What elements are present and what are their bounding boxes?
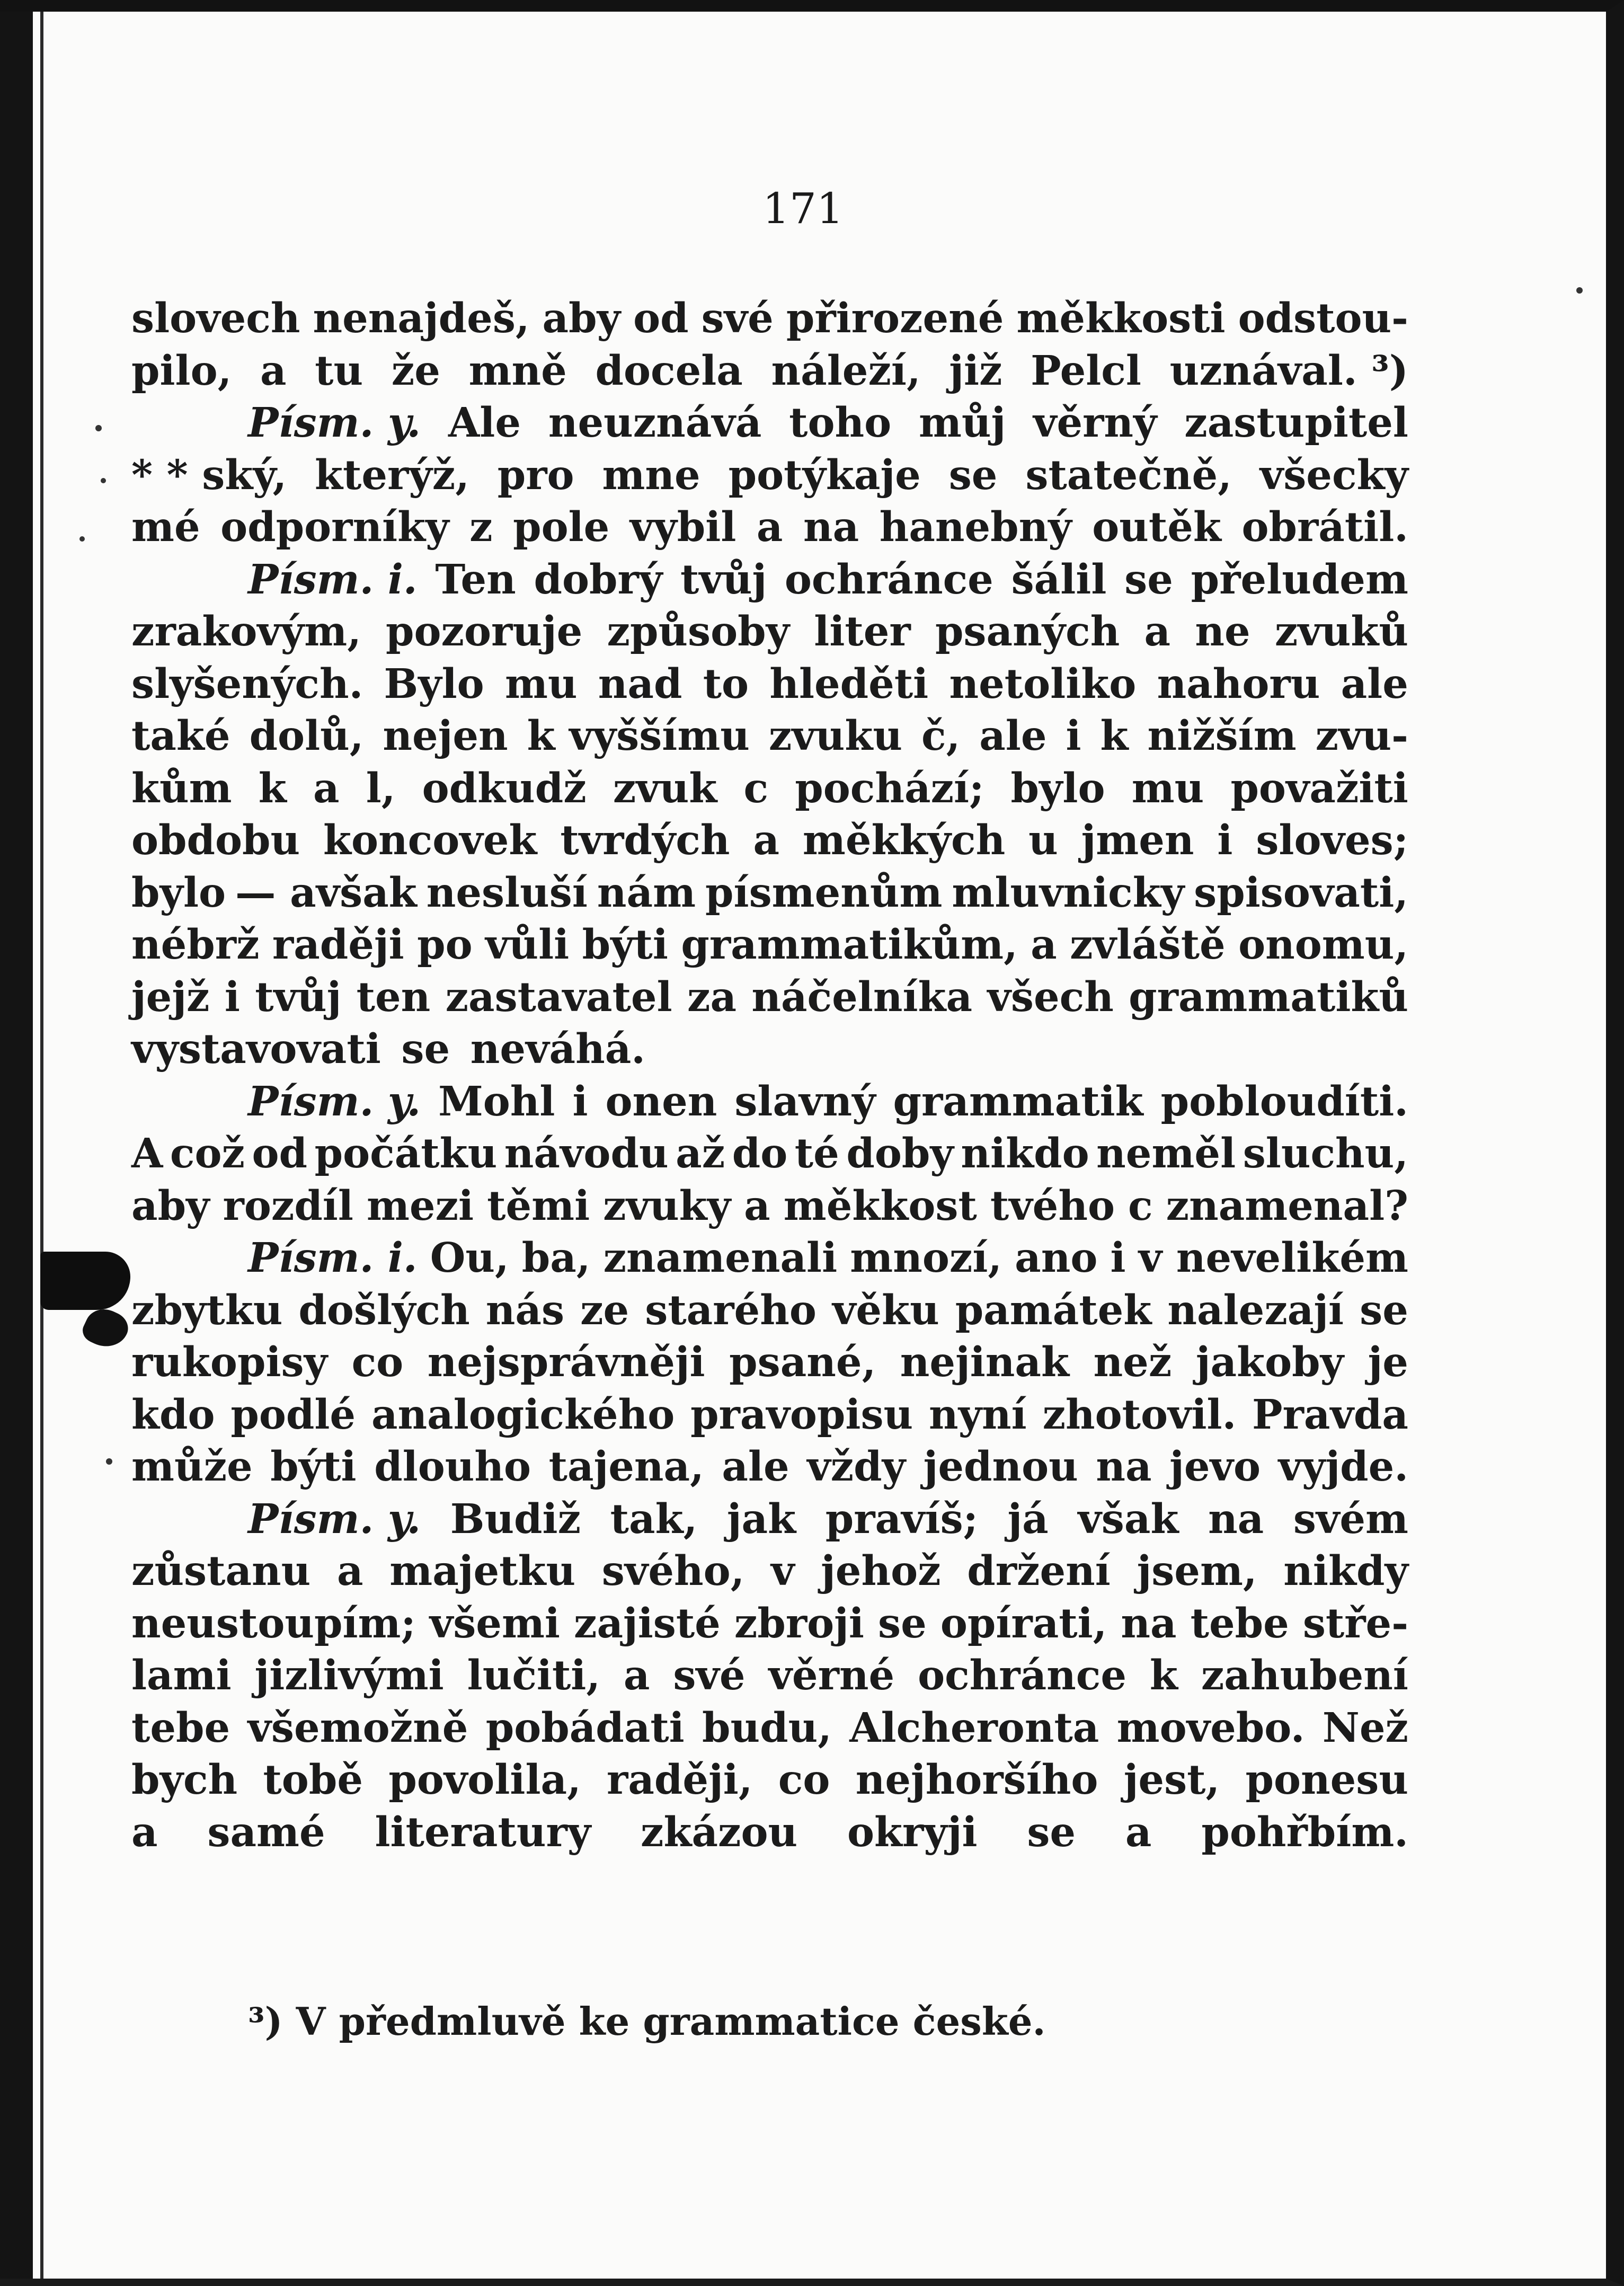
word: grammatiků — [1129, 973, 1408, 1021]
text-line — [131, 919, 1408, 971]
word: okryji — [847, 1808, 978, 1856]
word: že — [391, 347, 440, 395]
word: tvůj — [680, 555, 767, 604]
word: tajena, — [548, 1443, 704, 1491]
word: věrné — [768, 1652, 895, 1699]
word: k — [1149, 1652, 1178, 1699]
word: Mohl — [438, 1077, 555, 1126]
word: odkudž — [422, 764, 587, 812]
word: Pravda — [1252, 1390, 1408, 1439]
word: k — [258, 764, 287, 812]
word: to — [703, 660, 749, 708]
word: nébrž — [131, 921, 260, 969]
word: nejsprávněji — [427, 1339, 705, 1386]
word: nám — [597, 869, 696, 917]
word: k — [1100, 712, 1129, 760]
word: památek — [955, 1286, 1152, 1334]
word: v — [770, 1547, 795, 1595]
word: pobloudíti. — [1160, 1077, 1408, 1126]
word: budu, — [702, 1704, 832, 1752]
text-line — [131, 814, 1408, 867]
word: pozoruje — [386, 608, 583, 655]
word: na — [1121, 1599, 1177, 1647]
word: jevo — [1169, 1443, 1261, 1491]
word: a — [1144, 608, 1171, 655]
word: literatury — [375, 1808, 591, 1856]
word: tak, — [610, 1495, 698, 1543]
word: mluvnicky — [952, 869, 1185, 917]
binding-gap — [33, 12, 40, 2279]
binding-shadow — [0, 12, 33, 2279]
word: a — [260, 347, 287, 395]
word: zhotovil. — [1042, 1390, 1237, 1439]
word: i — [1217, 817, 1233, 864]
word: zbroji — [734, 1599, 864, 1647]
word: kdo — [131, 1390, 215, 1439]
word: také — [131, 712, 230, 760]
word: i — [1066, 712, 1081, 760]
word: koncovek — [323, 817, 537, 864]
word: — avšak — [235, 869, 417, 917]
word: zrakovým, — [131, 608, 361, 655]
word: té — [794, 1130, 839, 1177]
word: Písm. i. — [248, 1234, 418, 1282]
text-line — [131, 606, 1408, 658]
word: toho — [789, 399, 892, 447]
word: a — [756, 503, 783, 551]
word: psaných — [935, 608, 1120, 655]
word: pochází; — [795, 764, 984, 812]
word: tu — [315, 347, 363, 395]
word: l, — [366, 764, 396, 812]
word: kům — [131, 764, 232, 812]
word: lami — [131, 1652, 232, 1699]
word: opírati, — [940, 1599, 1107, 1647]
ink-blot — [40, 1252, 130, 1310]
text-line — [131, 1650, 1408, 1702]
word: jejž — [131, 973, 210, 1021]
word: odstou- — [1238, 295, 1408, 342]
word: mu — [504, 660, 578, 708]
word: nižším — [1147, 712, 1297, 760]
word: jsem, — [1137, 1547, 1257, 1595]
word: své — [701, 295, 774, 342]
word: považiti — [1230, 764, 1408, 812]
word: neuznává — [548, 399, 762, 447]
text-line — [131, 554, 1408, 606]
word: ze — [580, 1286, 629, 1334]
word: a — [623, 1652, 650, 1699]
word: se — [1124, 555, 1173, 604]
word: zkázou — [641, 1808, 798, 1856]
word: samé — [207, 1808, 325, 1856]
word: nesluší — [426, 869, 588, 917]
word: nalezají — [1167, 1286, 1344, 1334]
word: všecky — [1259, 451, 1408, 499]
word: a — [313, 764, 340, 812]
word: pohřbím. — [1201, 1808, 1408, 1856]
word: zvuku — [768, 712, 903, 760]
word: přirozené — [786, 295, 1004, 342]
word: měkkých — [802, 817, 1006, 864]
word: ochránce — [784, 555, 993, 604]
word: Písm. y. — [248, 1077, 421, 1126]
word: mně — [468, 347, 567, 395]
word: u — [1028, 817, 1058, 864]
word: vybil — [629, 503, 736, 551]
word: jednou — [923, 1443, 1078, 1491]
word: tvého — [990, 1182, 1115, 1230]
word: raději, — [607, 1756, 753, 1804]
word: majetku — [389, 1547, 576, 1595]
word: a — [336, 1547, 363, 1595]
word: č, — [921, 712, 961, 760]
word: zastupitel — [1184, 399, 1408, 447]
word: tvůj — [255, 973, 342, 1021]
word: mne — [602, 451, 700, 499]
word: a — [1125, 1808, 1152, 1856]
word: jest, — [1123, 1756, 1220, 1804]
word: Budiž — [450, 1495, 581, 1543]
word: starého — [645, 1286, 817, 1334]
word: a — [1031, 921, 1057, 969]
text-line — [131, 1336, 1408, 1389]
word: nejhoršího — [855, 1756, 1098, 1804]
word: mnozí, — [850, 1234, 1002, 1282]
text-line — [131, 710, 1408, 763]
word: se — [1360, 1286, 1408, 1334]
word: zůstanu — [131, 1547, 311, 1595]
word: mé — [131, 503, 200, 551]
text-line — [131, 345, 1408, 397]
word: rukopisy — [131, 1339, 328, 1386]
word: rozdíl — [223, 1182, 353, 1230]
word: přeludem — [1191, 555, 1408, 604]
word: pravíš; — [825, 1495, 978, 1543]
word: c — [1128, 1182, 1153, 1230]
word: všemožně — [247, 1704, 468, 1752]
text-line — [131, 293, 1408, 345]
word: nejinak — [900, 1339, 1070, 1386]
word: nikdo — [961, 1130, 1089, 1177]
text-line — [131, 1545, 1408, 1598]
word: Písm. y. — [248, 1495, 421, 1543]
word: uznával. ³) — [1169, 347, 1408, 395]
word: Ale — [448, 399, 521, 447]
word: svého, — [601, 1547, 745, 1595]
word: ochránce — [918, 1652, 1127, 1699]
word: grammatikům, — [681, 921, 1018, 969]
word: může — [131, 1443, 253, 1491]
word: měkkost — [783, 1182, 977, 1230]
word: tobě — [263, 1756, 363, 1804]
word: mu — [1131, 764, 1204, 812]
word: věrný — [1033, 399, 1157, 447]
word: spisovati, — [1194, 869, 1408, 917]
word: aby — [131, 1182, 210, 1230]
word: pravopisu — [690, 1390, 913, 1439]
word: potýkaje — [728, 451, 921, 499]
word: obdobu — [131, 817, 300, 864]
word: kterýž, — [315, 451, 469, 499]
word: liter — [814, 608, 911, 655]
word: Písm. i. — [248, 555, 418, 604]
word: nikdy — [1283, 1547, 1408, 1595]
word: Písm. y. — [248, 399, 421, 447]
word: zajisté — [574, 1599, 721, 1647]
word: z — [469, 503, 493, 551]
word: těmi — [487, 1182, 590, 1230]
word: nad — [598, 660, 682, 708]
word: dolů, — [249, 712, 364, 760]
word: doby — [846, 1130, 954, 1177]
word: dlouho — [374, 1443, 531, 1491]
word: Bylo — [384, 660, 484, 708]
word: ano — [1015, 1234, 1098, 1282]
word: jizlivými — [254, 1652, 444, 1699]
word: jehož — [821, 1547, 941, 1595]
word: bych — [131, 1756, 238, 1804]
word: zvláště — [1070, 921, 1226, 969]
word: zvuky — [603, 1182, 731, 1230]
word: znamenali — [603, 1234, 838, 1282]
text-line — [131, 763, 1408, 815]
word: počátku — [314, 1130, 498, 1177]
body-text — [131, 293, 1408, 1858]
word: nejen — [383, 712, 508, 760]
word: tebe — [131, 1704, 230, 1752]
word: od — [633, 295, 689, 342]
text-line — [131, 1389, 1408, 1441]
word: aby — [542, 295, 621, 342]
word: znamenal? — [1166, 1182, 1408, 1230]
word: jak — [726, 1495, 796, 1543]
word: pole — [513, 503, 610, 551]
text-line — [131, 1598, 1408, 1650]
word: movebo. — [1116, 1704, 1305, 1752]
word: náčelníka — [751, 973, 973, 1021]
word: já — [1007, 1495, 1049, 1543]
word: měkkosti — [1016, 295, 1226, 342]
word: k vyššímu — [527, 712, 750, 760]
word: býti — [582, 921, 668, 969]
word: na — [1208, 1495, 1264, 1543]
word: až — [676, 1130, 725, 1177]
word: docela — [595, 347, 743, 395]
text-line — [131, 1441, 1408, 1493]
text-line — [131, 1128, 1408, 1180]
word: zbytku — [131, 1286, 283, 1334]
word: ale — [979, 712, 1047, 760]
word: zvuk — [613, 764, 717, 812]
ink-blot-tail — [79, 1303, 133, 1354]
word: c — [743, 764, 769, 812]
word: pro — [497, 451, 574, 499]
text-line — [131, 1806, 1408, 1859]
word: Pelcl — [1031, 347, 1141, 395]
word: raději — [272, 921, 404, 969]
word: do — [732, 1130, 788, 1177]
speck — [106, 1458, 112, 1465]
word: Ou, — [430, 1234, 509, 1282]
word: psané, — [729, 1339, 876, 1386]
text-line — [131, 449, 1408, 502]
word: tvrdých — [560, 817, 730, 864]
word: můj — [918, 399, 1006, 447]
speck — [95, 425, 102, 431]
binding-edge — [40, 12, 43, 2279]
word: za — [687, 973, 737, 1021]
word: povolila, — [388, 1756, 581, 1804]
word: své — [673, 1652, 746, 1699]
word: A — [131, 1130, 163, 1177]
word: * * ský, — [131, 451, 287, 499]
text-line — [131, 867, 1408, 919]
word: odporníky — [220, 503, 449, 551]
word: Ten — [435, 555, 516, 604]
word: neustoupím; — [131, 1599, 416, 1647]
word: ponesu — [1245, 1756, 1408, 1804]
word: sluchu, — [1243, 1130, 1408, 1177]
text-line — [131, 501, 1408, 554]
word: ten — [356, 973, 431, 1021]
word: držení — [967, 1547, 1111, 1595]
word: ale — [1341, 660, 1408, 708]
text-line — [131, 1702, 1408, 1755]
word: neměl — [1096, 1130, 1236, 1177]
word: ba, — [521, 1234, 591, 1282]
text-line — [131, 397, 1408, 449]
text-line — [131, 1232, 1408, 1284]
word: grammatik — [893, 1077, 1143, 1126]
word: co — [351, 1339, 404, 1386]
word: vůli — [485, 921, 570, 969]
text-line — [131, 1076, 1408, 1128]
footnote: ³) V předmluvě ke grammatice české. — [248, 1999, 1046, 2044]
word: ne — [1195, 608, 1250, 655]
word: stře- — [1302, 1599, 1408, 1647]
word: statečně, — [1025, 451, 1232, 499]
word: nás — [485, 1286, 565, 1334]
word: šálil — [1011, 555, 1107, 604]
word: obrátil. — [1241, 503, 1408, 551]
text-line — [131, 1493, 1408, 1546]
word: na — [803, 503, 859, 551]
word: netoliko — [949, 660, 1137, 708]
word: hanebný — [879, 503, 1072, 551]
word: zvu- — [1315, 712, 1408, 760]
word: způsoby — [607, 608, 790, 655]
word: však — [1078, 1495, 1179, 1543]
word: slavný — [734, 1077, 876, 1126]
word: návodu — [504, 1130, 669, 1177]
word: Alcheronta — [849, 1704, 1099, 1752]
word: bylo — [1010, 764, 1105, 812]
word: jmen — [1081, 817, 1194, 864]
word: sloves; — [1256, 817, 1408, 864]
word: v nevelikém — [1138, 1234, 1408, 1282]
word: analogického — [371, 1390, 675, 1439]
word: zahubení — [1201, 1652, 1408, 1699]
word: od — [252, 1130, 308, 1177]
text-line — [131, 1284, 1408, 1337]
word: nyní — [928, 1390, 1027, 1439]
word: bylo — [131, 869, 226, 917]
word: i — [572, 1077, 588, 1126]
word: býti — [270, 1443, 357, 1491]
word: a — [753, 817, 780, 864]
word: podlé — [230, 1390, 356, 1439]
word: náleží, — [771, 347, 921, 395]
word: onen — [605, 1077, 717, 1126]
word: písmenům — [705, 869, 943, 917]
word: na — [1096, 1443, 1152, 1491]
word: se — [878, 1599, 927, 1647]
text-line — [131, 971, 1408, 1024]
word: všemi — [429, 1599, 560, 1647]
word: než — [1093, 1339, 1172, 1386]
word: jakoby — [1195, 1339, 1344, 1386]
word: Než — [1322, 1704, 1408, 1752]
word: vystavovati se neváhá. — [131, 1025, 645, 1073]
word: nahoru — [1157, 660, 1320, 708]
speck — [1576, 287, 1583, 294]
speck — [79, 536, 85, 542]
word: pobádati — [485, 1704, 685, 1752]
word: hleděti — [769, 660, 929, 708]
word: slyšených. — [131, 660, 363, 708]
word: co — [778, 1756, 830, 1804]
word: a — [744, 1182, 770, 1230]
text-line — [131, 658, 1408, 711]
word: i — [224, 973, 240, 1021]
word: věku — [832, 1286, 939, 1334]
word: a — [131, 1808, 158, 1856]
word: lučiti, — [467, 1652, 600, 1699]
word: i — [1110, 1234, 1126, 1282]
text-line — [131, 1180, 1408, 1233]
word: což — [170, 1130, 245, 1177]
word: slovech — [131, 295, 300, 342]
word: onomu, — [1238, 921, 1408, 969]
page-number: 171 — [762, 184, 844, 233]
word: všech — [987, 973, 1114, 1021]
word: vždy — [807, 1443, 906, 1491]
word: je — [1368, 1339, 1408, 1386]
text-line — [131, 1754, 1408, 1806]
word: po — [417, 921, 473, 969]
word: nenajdeš, — [313, 295, 530, 342]
word: se — [1027, 1808, 1076, 1856]
speck — [101, 478, 106, 483]
word: outěk — [1092, 503, 1221, 551]
word: zvuků — [1274, 608, 1408, 655]
word: zastavatel — [445, 973, 672, 1021]
text-line — [131, 1023, 1408, 1076]
word: tebe — [1190, 1599, 1289, 1647]
word: došlých — [298, 1286, 470, 1334]
word: se — [948, 451, 998, 499]
word: ale — [722, 1443, 789, 1491]
word: vyjde. — [1278, 1443, 1408, 1491]
word: dobrý — [534, 555, 663, 604]
word: svém — [1293, 1495, 1408, 1543]
word: pilo, — [131, 347, 232, 395]
word: mezi — [366, 1182, 474, 1230]
word: již — [949, 347, 1002, 395]
